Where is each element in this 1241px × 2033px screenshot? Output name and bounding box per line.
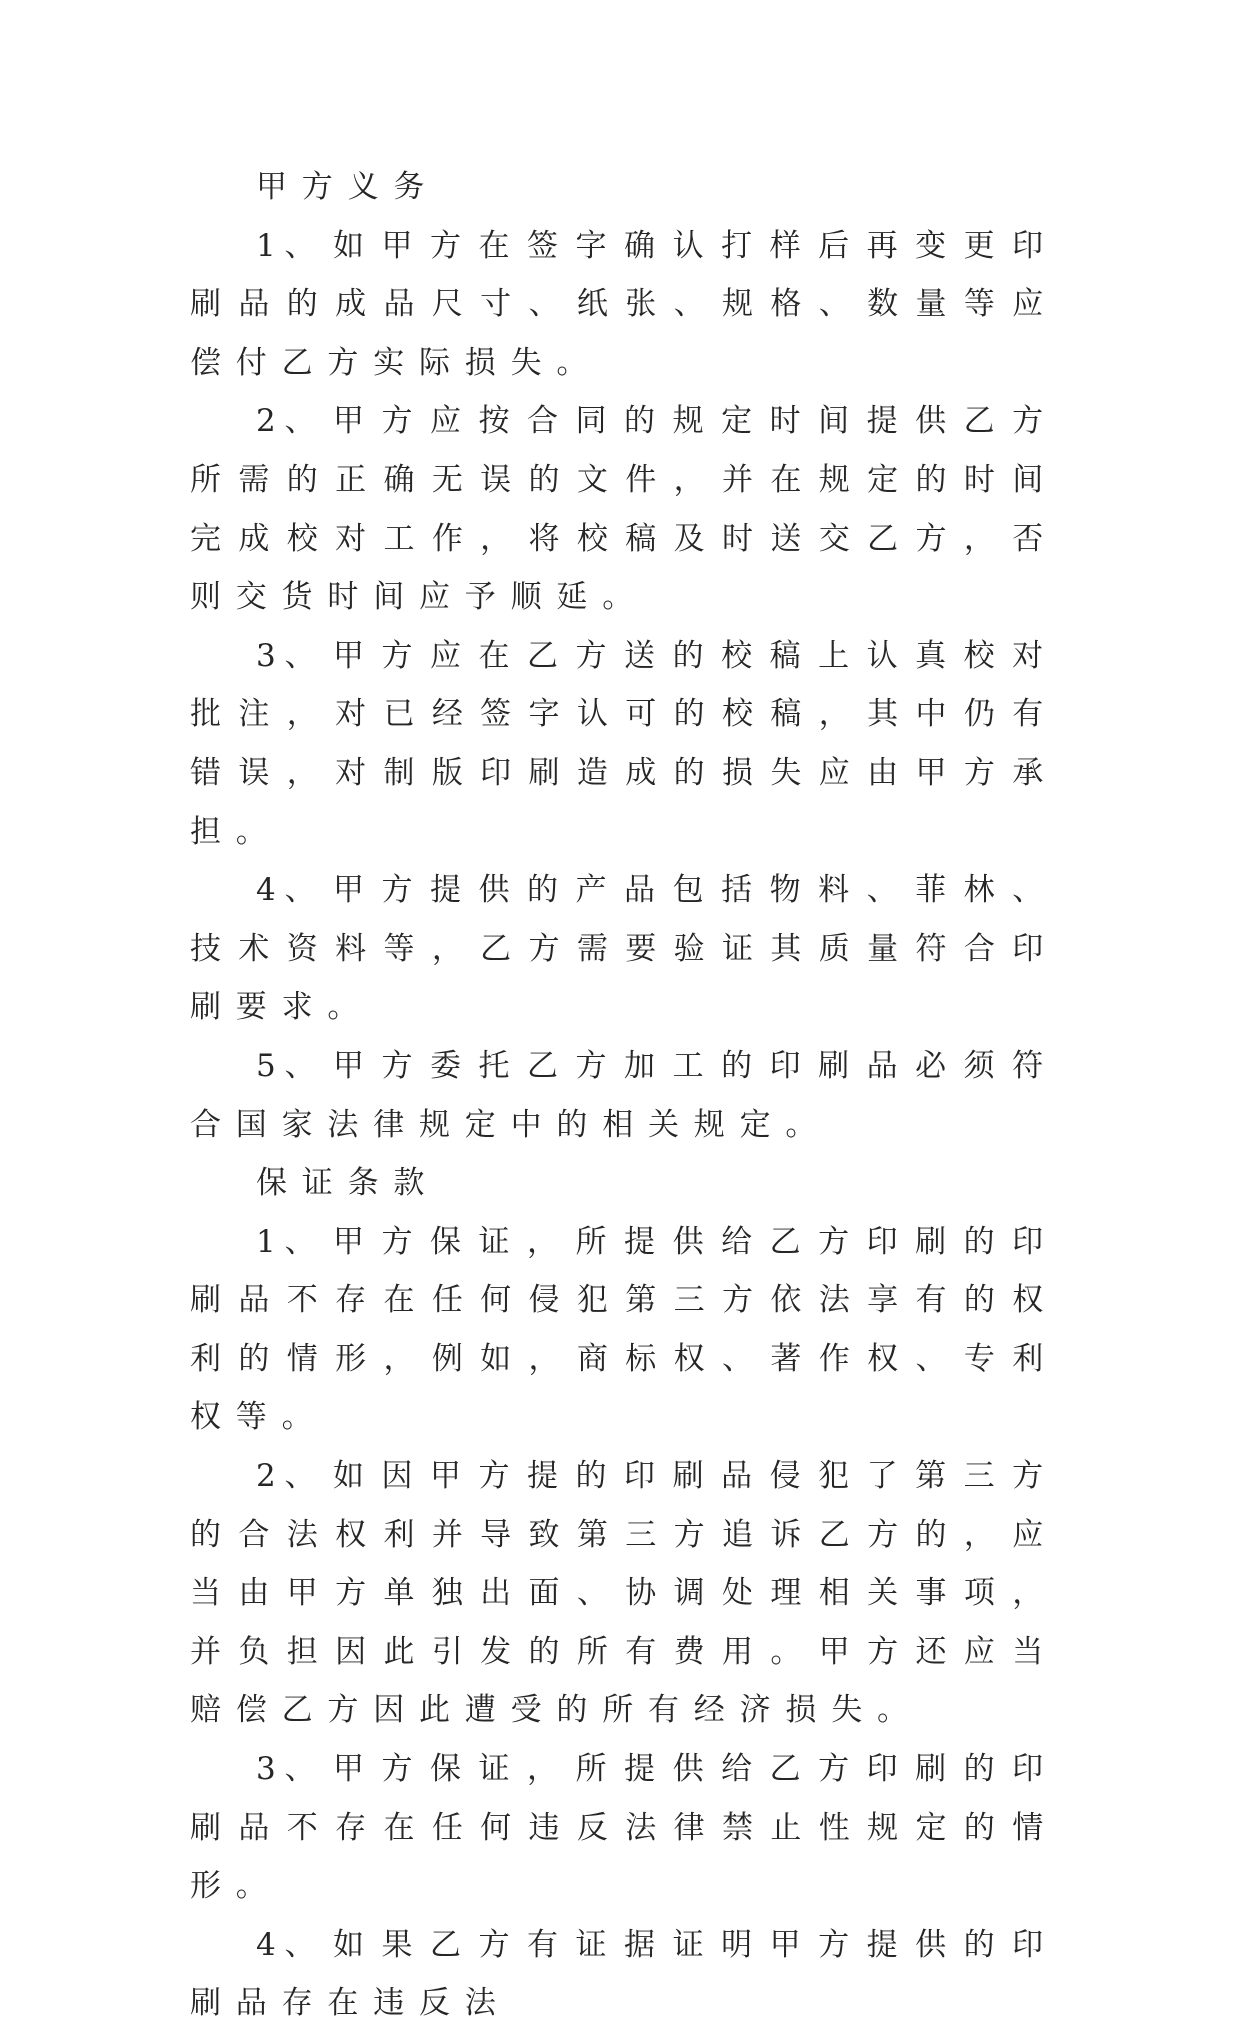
clause-number: 4 xyxy=(256,872,282,909)
clause-text: 、甲方提供的产品包括物料、菲林、技术资料等，乙方需要验证其质量符合印刷要求。 xyxy=(190,872,1058,1026)
clause-text: 、甲方保证，所提供给乙方印刷的印刷品不存在任何侵犯第三方依法享有的权利的情形，例如，商标权、著作权、专利权等。 xyxy=(190,1223,1058,1436)
clause-party-a-3 xyxy=(190,627,1058,861)
clause-number: 2 xyxy=(256,403,282,440)
clause-text: 、甲方应在乙方送的校稿上认真校对批注，对已经签字认可的校稿，其中仍有错误，对制版印刷造成的损失应由甲方承担。 xyxy=(190,637,1058,850)
clause-text: 、甲方委托乙方加工的印刷品必须符合国家法律规定中的相关规定。 xyxy=(190,1047,1058,1143)
clause-number: 3 xyxy=(256,637,282,674)
clause-number: 1 xyxy=(256,227,282,264)
clause-party-a-5 xyxy=(190,1037,1058,1154)
clause-guarantee-4 xyxy=(190,1916,1058,2033)
clause-guarantee-1 xyxy=(190,1213,1058,1447)
clause-number: 1 xyxy=(256,1223,282,1260)
clause-text: 、如甲方在签字确认打样后再变更印刷品的成品尺寸、纸张、规格、数量等应偿付乙方实际损失。 xyxy=(190,227,1058,381)
clause-number: 4 xyxy=(256,1926,282,1963)
section-heading-guarantee-terms: 保证条款 xyxy=(256,1165,440,1202)
clause-text: 、甲方应按合同的规定时间提供乙方所需的正确无误的文件，并在规定的时间完成校对工作，将校稿及时送交乙方，否则交货时间应予顺延。 xyxy=(190,403,1058,616)
clause-text: 、如因甲方提的印刷品侵犯了第三方的合法权利并导致第三方追诉乙方的，应当由甲方单独出面、协调处理相关事项，并负担因此引发的所有费用。甲方还应当赔偿乙方因此遭受的所有经济损失。 xyxy=(190,1458,1058,1729)
clause-party-a-2 xyxy=(190,392,1058,626)
clause-party-a-1 xyxy=(190,217,1058,393)
clause-guarantee-2 xyxy=(190,1447,1058,1740)
clause-number: 2 xyxy=(256,1458,282,1495)
clause-guarantee-3 xyxy=(190,1740,1058,1916)
document-body xyxy=(190,158,1058,2033)
clause-number: 3 xyxy=(256,1751,282,1788)
clause-party-a-4 xyxy=(190,861,1058,1037)
clause-text: 、甲方保证，所提供给乙方印刷的印刷品不存在任何违反法律禁止性规定的情形。 xyxy=(190,1751,1058,1905)
clause-number: 5 xyxy=(256,1047,282,1084)
section-heading-party-a-obligations: 甲方义务 xyxy=(256,169,440,205)
clause-text: 、如果乙方有证据证明甲方提供的印刷品存在违反法 xyxy=(190,1926,1058,2022)
